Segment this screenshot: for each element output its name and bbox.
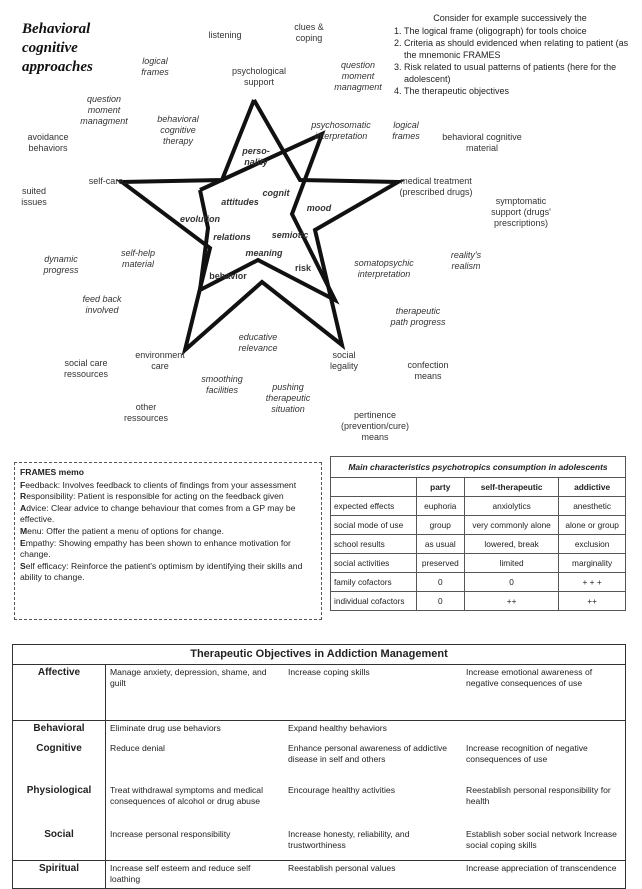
table-row	[13, 861, 626, 889]
star-risk: risk	[294, 263, 311, 273]
label-avoidance: avoidance behaviors	[27, 132, 69, 153]
column-header: party	[416, 478, 464, 497]
frames-item: Menu: Offer the patient a menu of options for change.	[20, 525, 224, 536]
label-environment: environment care	[135, 350, 185, 371]
label-clues-coping: clues & coping	[294, 22, 324, 43]
label-behavioral-material: behavioral cognitive material	[442, 132, 522, 153]
label-self-help: self-help material	[120, 248, 156, 269]
table-row	[331, 497, 626, 516]
table-cell: Eliminate drug use behaviors	[110, 723, 221, 733]
objective-category: Social	[13, 827, 106, 861]
consider-item: 1. The logical frame (oligograph) for tools choice	[404, 25, 630, 37]
table-cell: anesthetic	[559, 497, 626, 516]
label-therapeutic-path: therapeutic path progress	[390, 306, 446, 327]
label-dynamic: dynamic progress	[43, 254, 79, 275]
table-cell: Reduce denial	[110, 742, 165, 753]
table-cell: Increase coping skills	[284, 665, 462, 721]
table-cell: Enhance personal awareness of addictive disease in self and others	[288, 742, 448, 764]
table-row	[13, 721, 626, 741]
table-cell: 0	[465, 573, 559, 592]
frames-title: FRAMES memo	[20, 467, 84, 477]
consider-item: 3. Risk related to usual patterns of patients (here for the adolescent)	[404, 61, 630, 85]
table-cell: Increase emotional awareness of negative consequences of use	[462, 665, 626, 721]
label-question-moment: question moment managment	[334, 60, 382, 92]
label-smoothing: smoothing facilities	[201, 374, 243, 395]
table-cell: individual cofactors	[331, 592, 417, 611]
table-cell: 0	[416, 592, 464, 611]
objective-category: Behavioral	[13, 721, 106, 741]
label-realitys: reality's realism	[450, 250, 482, 271]
table-row	[331, 554, 626, 573]
star-relations: relations	[213, 232, 251, 242]
table-row	[13, 665, 626, 721]
label-psychosomatic: psychosomatic interpretation	[311, 120, 371, 141]
label-educative: educative relevance	[238, 332, 278, 353]
star-personality: perso-nality	[242, 146, 270, 167]
table-cell: 0	[416, 573, 464, 592]
label-medical-treatment: medical treatment (prescribed drugs)	[399, 176, 473, 197]
label-pertinence: pertinence (prevention/cure) means	[340, 410, 410, 442]
table-cell: Increase personal responsibility	[106, 827, 285, 861]
label-question-moment: question moment managment	[80, 94, 128, 126]
frames-item: Responsibility: Patient is responsible for acting on the feedback given	[20, 491, 284, 502]
frames-memo	[14, 462, 322, 620]
label-listening: listening	[208, 30, 242, 40]
objective-category: Affective	[13, 665, 106, 721]
table-cell: very commonly alone	[465, 516, 559, 535]
table-cell: preserved	[416, 554, 464, 573]
label-social-care: social care ressources	[63, 358, 108, 379]
table-cell	[462, 721, 626, 741]
table-cell: Manage anxiety, depression, shame, and guilt	[106, 665, 285, 721]
star-semiotic: semiotic	[271, 230, 309, 240]
star-behavior: behavior	[209, 271, 247, 281]
label-pushing: pushing therapeutic situation	[265, 382, 311, 414]
table-cell: expected effects	[331, 497, 417, 516]
psychotropics-table	[330, 456, 626, 611]
table-row	[331, 516, 626, 535]
table-row	[331, 573, 626, 592]
table-cell: group	[416, 516, 464, 535]
table-cell: Increase appreciation of transcendence	[466, 863, 617, 873]
frames-item: Feedback: Involves feedback to clients of findings from your assessment	[20, 479, 297, 490]
star-meaning: meaning	[245, 248, 283, 258]
label-suited: suited issues	[21, 186, 47, 207]
table-cell: Increase honesty, reliability, and trustworthiness	[284, 827, 462, 861]
table-cell: alone or group	[559, 516, 626, 535]
table-row	[13, 783, 626, 827]
label-somatopsychic: somatopsychic interpretation	[354, 258, 414, 279]
label-logical-frames: logical frames	[392, 120, 420, 141]
objectives-table	[12, 644, 626, 889]
table-cell: family cofactors	[331, 573, 417, 592]
table-cell: school results	[331, 535, 417, 554]
table-cell: limited	[465, 554, 559, 573]
star-attitudes: attitudes	[221, 197, 259, 207]
frames-item: Empathy: Showing empathy has been shown to enhance motivation for change.	[20, 537, 291, 560]
consider-item: 4. The therapeutic objectives	[404, 85, 630, 97]
column-header	[331, 478, 417, 497]
table-cell: Establish sober social network Increase social coping skills	[462, 827, 626, 861]
table-cell: ++	[465, 592, 559, 611]
objective-category: Cognitive	[13, 741, 106, 783]
objectives-title: Therapeutic Objectives in Addiction Management	[13, 645, 626, 665]
table-cell: Reestablish personal values	[288, 863, 396, 873]
label-self-care: self-care	[88, 176, 124, 186]
objective-category: Spiritual	[13, 861, 106, 889]
label-symptomatic: symptomatic support (drugs' prescriptions)	[491, 196, 551, 228]
label-confection: confection means	[407, 360, 449, 381]
table-cell: Increase self esteem and reduce self loathing	[110, 863, 251, 884]
table-cell: lowered, break	[465, 535, 559, 554]
frames-item: Self efficacy: Reinforce the patient's optimism by identifying their skills and ability to change.	[20, 560, 303, 583]
frames-item: Advice: Clear advice to change behaviour that comes from a GP may be effective.	[20, 502, 296, 525]
table-header-row	[331, 478, 626, 497]
star-mood: mood	[306, 203, 332, 213]
table-caption: Main characteristics psychotropics consumption in adolescents	[331, 457, 626, 478]
label-psych-support: psychological support	[231, 66, 287, 87]
objective-category: Physiological	[13, 783, 106, 827]
table-cell: exclusion	[559, 535, 626, 554]
consider-heading: Consider for example successively the	[433, 13, 587, 23]
table-cell: + + +	[559, 573, 626, 592]
consider-item: 2. Criteria as should evidenced when relating to patient (as the mnemonic FRAMES	[404, 37, 630, 61]
table-cell: social activities	[331, 554, 417, 573]
table-row	[13, 827, 626, 861]
star-cognition: cognit	[262, 188, 290, 198]
table-cell: social mode of use	[331, 516, 417, 535]
label-other: other ressources	[123, 402, 168, 423]
table-row	[331, 535, 626, 554]
table-cell: Increase recognition of negative consequences of use	[466, 742, 588, 764]
table-cell: Reestablish personal responsibility for health	[466, 784, 611, 806]
label-feedback: feed back involved	[82, 294, 122, 315]
table-row	[13, 741, 626, 783]
table-cell: Expand healthy behaviors	[288, 723, 387, 733]
table-row	[331, 592, 626, 611]
table-cell: Encourage healthy activities	[288, 784, 396, 795]
table-cell: as usual	[416, 535, 464, 554]
star-evolution: evolution	[180, 214, 220, 224]
label-social-legality: social legality	[329, 350, 358, 371]
column-header: self-therapeutic	[465, 478, 559, 497]
table-cell: marginality	[559, 554, 626, 573]
column-header: addictive	[559, 478, 626, 497]
table-cell: ++	[559, 592, 626, 611]
table-cell: anxiolytics	[465, 497, 559, 516]
diagram-title: Behavioral cognitive approaches	[22, 21, 93, 75]
label-logical-frames: logical frames	[141, 56, 169, 77]
table-cell: Treat withdrawal symptoms and medical consequences of alcohol or drug abuse	[110, 784, 263, 806]
label-behavioral-therapy: behavioral cognitive therapy	[157, 114, 199, 146]
table-cell: euphoria	[416, 497, 464, 516]
